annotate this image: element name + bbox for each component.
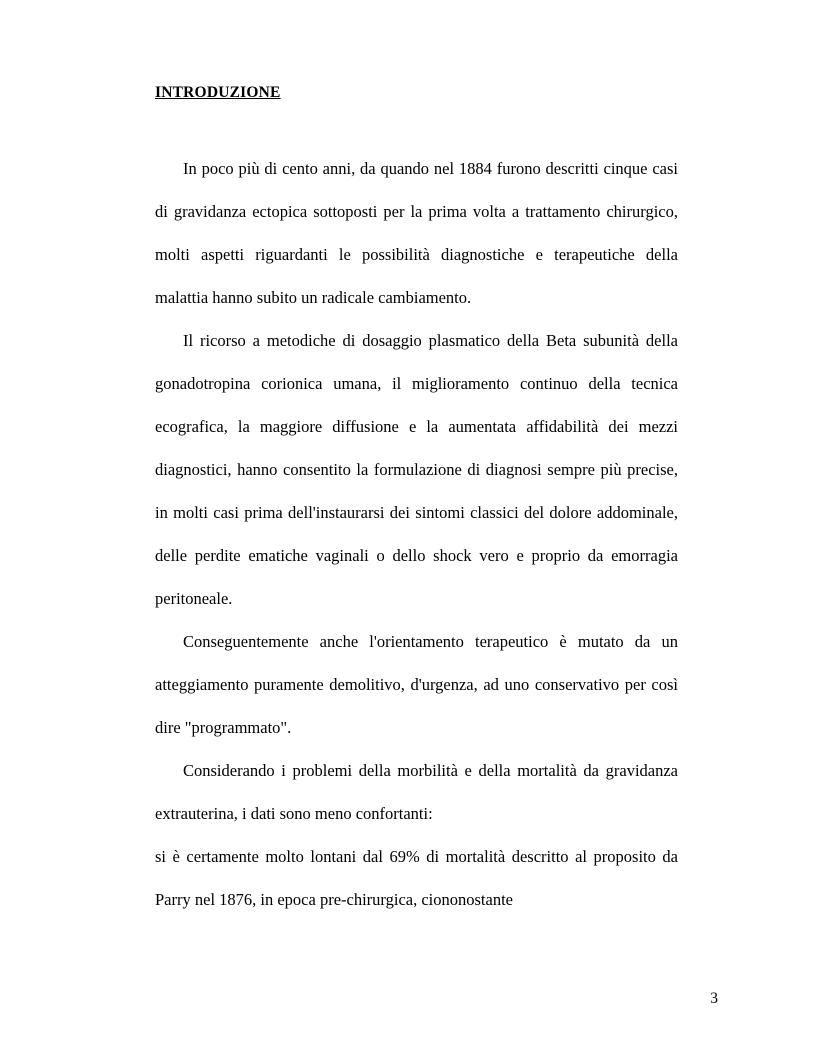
paragraph-5: si è certamente molto lontani dal 69% di mortalità descritto al proposito da Parry nel 1876, in epoca pre-chirurgica, ciononostante [155, 846, 678, 909]
paragraph-3: Conseguentemente anche l'orientamento terapeutico è mutato da un atteggiamento puramente demolitivo, d'urgenza, ad uno conservativo per così dire "programmato". [155, 631, 678, 737]
paragraph-1: In poco più di cento anni, da quando nel 1884 furono descritti cinque casi di gravidanza ectopica sottoposti per la prima volta a trattamento chirurgico, molti aspetti riguardanti le possibilità diagnostiche e terapeutiche della malattia hanno subito un radicale cambiamento. [155, 158, 678, 307]
page-title: INTRODUZIONE [155, 84, 281, 101]
paragraph-2: Il ricorso a metodiche di dosaggio plasmatico della Beta subunità della gonadotropina corionica umana, il miglioramento continuo della tecnica ecografica, la maggiore diffusione e la aumentata affidabilità dei mezzi diagnostici, hanno consentito la formulazione di diagnosi sempre più precise, in molti casi prima dell'instaurarsi dei sintomi classici del dolore addominale, delle perdite ematiche vaginali o dello shock vero e proprio da emorragia peritoneale. [155, 330, 678, 608]
page-number: 3 [710, 989, 718, 1007]
paragraph-4: Considerando i problemi della morbilità e della mortalità da gravidanza extrauterina, i dati sono meno confortanti: [155, 760, 678, 823]
